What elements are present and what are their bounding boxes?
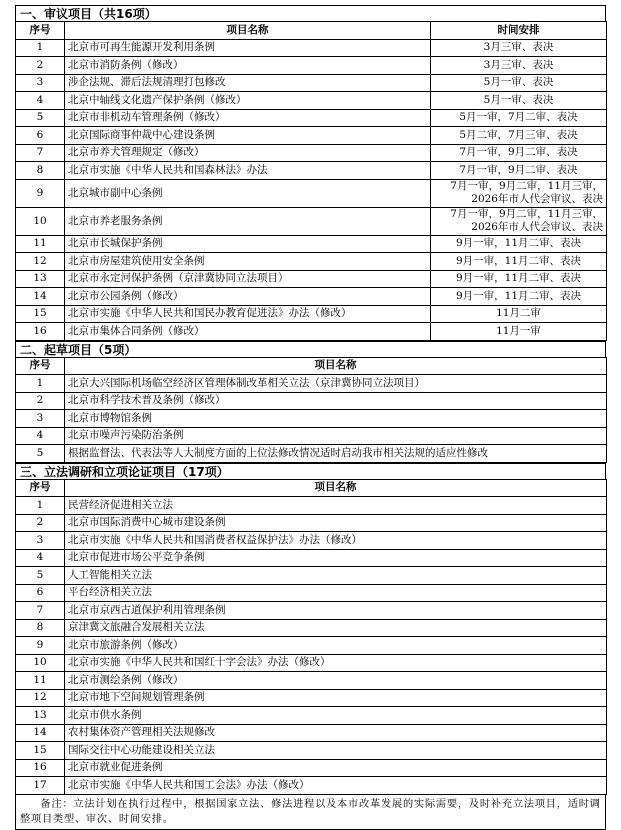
section-header-review: 一、审议项目（共16项） [15,5,606,21]
table-header-row [16,357,607,375]
row-number: 14 [16,288,65,306]
drafting-projects-body [16,375,607,463]
project-name: 北京市实施《中华人民共和国消费者权益保护法》办法（修改） [65,532,607,550]
table-row [16,57,607,75]
row-number: 10 [16,654,65,672]
row-number: 12 [16,253,65,271]
table-row [16,724,607,742]
project-name: 北京市实施《中华人民共和国民办教育促进法》办法（修改） [65,305,431,323]
schedule: 5月二审，7月三审、表决 [431,127,607,145]
table-row [16,637,607,655]
table-row [16,253,607,271]
table-row [16,410,607,428]
table-row [16,602,607,620]
table-row [16,427,607,445]
row-number: 2 [16,392,65,410]
table-row [16,179,607,207]
project-name: 北京市实施《中华人民共和国工会法》办法（修改） [65,777,607,795]
column-header-name: 项目名称 [65,22,431,40]
schedule: 7月一审，9月二审、表决 [431,144,607,162]
project-name: 北京市旅游条例（修改） [65,637,607,655]
table-row [16,445,607,463]
table-row [16,549,607,567]
project-name: 北京市永定河保护条例（京津冀协同立法项目） [65,270,431,288]
table-row [16,707,607,725]
row-number: 12 [16,689,65,707]
row-number: 11 [16,235,65,253]
table-row [16,235,607,253]
table-row [16,109,607,127]
project-name: 北京国际商事仲裁中心建设条例 [65,127,431,145]
table-row [16,305,607,323]
row-number: 7 [16,144,65,162]
schedule: 7月一审，9月二审、表决 [431,162,607,180]
review-projects-table [15,21,607,341]
project-name: 北京市非机动车管理条例（修改） [65,109,431,127]
row-number: 4 [16,549,65,567]
table-row [16,323,607,341]
schedule: 5月一审、表决 [431,74,607,92]
project-name: 北京市促进市场公平竞争条例 [65,549,607,567]
table-row [16,392,607,410]
schedule: 5月一审、表决 [431,92,607,110]
table-row [16,144,607,162]
row-number: 16 [16,323,65,341]
research-projects-table [15,479,607,795]
project-name: 涉企法规、滞后法规清理打包修改 [65,74,431,92]
project-name: 农村集体资产管理相关法规修改 [65,724,607,742]
project-name: 北京市实施《中华人民共和国森林法》办法 [65,162,431,180]
review-projects-body [16,39,607,340]
row-number: 15 [16,305,65,323]
project-name: 北京市长城保护条例 [65,235,431,253]
row-number: 2 [16,514,65,532]
column-header-time: 时间安排 [431,22,607,40]
schedule: 3月三审、表决 [431,39,607,57]
table-row [16,584,607,602]
row-number: 8 [16,619,65,637]
project-name: 北京市房屋建筑使用安全条例 [65,253,431,271]
project-name: 北京市集体合同条例（修改） [65,323,431,341]
schedule: 9月一审，11月二审、表决 [431,235,607,253]
row-number: 14 [16,724,65,742]
schedule-line: 7月一审，9月二审，11月三审， [450,208,603,220]
table-header-row [16,22,607,40]
row-number: 9 [16,179,65,207]
project-name: 北京市噪声污染防治条例 [65,427,607,445]
row-number: 5 [16,109,65,127]
table-row [16,288,607,306]
section-header-drafting: 二、起草项目（5项） [15,341,606,357]
row-number: 13 [16,270,65,288]
table-row [16,759,607,777]
table-row [16,777,607,795]
schedule: 3月三审、表决 [431,57,607,75]
drafting-projects-table [15,357,607,463]
table-row [16,127,607,145]
row-number: 17 [16,777,65,795]
table-row [16,207,607,235]
column-header-no: 序号 [16,479,65,497]
row-number: 3 [16,532,65,550]
table-row [16,162,607,180]
row-number: 2 [16,57,65,75]
schedule: 9月一审，11月二审、表决 [431,288,607,306]
row-number: 6 [16,127,65,145]
table-row [16,74,607,92]
row-number: 6 [16,584,65,602]
table-row [16,742,607,760]
project-name: 京津冀文旅融合发展相关立法 [65,619,607,637]
table-row [16,270,607,288]
project-name: 北京中轴线文化遗产保护条例（修改） [65,92,431,110]
project-name: 北京市国际消费中心城市建设条例 [65,514,607,532]
row-number: 13 [16,707,65,725]
project-name: 北京城市副中心条例 [65,179,431,207]
table-row [16,375,607,393]
project-name: 北京市消防条例（修改） [65,57,431,75]
project-name: 北京市地下空间规划管理条例 [65,689,607,707]
project-name: 北京市测绘条例（修改） [65,672,607,690]
project-name: 平台经济相关立法 [65,584,607,602]
table-row [16,689,607,707]
project-name: 北京市养犬管理规定（修改） [65,144,431,162]
row-number: 15 [16,742,65,760]
section-header-research: 三、立法调研和立项论证项目（17项） [15,463,606,479]
table-row [16,514,607,532]
footnote: 备注：立法计划在执行过程中，根据国家立法、修法进程以及本市改革发展的实际需要，及时补充立法项目，适时调整项目类型、审次、时间安排。 [15,795,606,830]
column-header-name: 项目名称 [65,479,607,497]
table-row [16,654,607,672]
project-name: 北京市养老服务条例 [65,207,431,235]
schedule: 11月一审 [431,323,607,341]
table-row [16,619,607,637]
row-number: 7 [16,602,65,620]
table-row [16,39,607,57]
project-name: 国际交往中心功能建设相关立法 [65,742,607,760]
row-number: 9 [16,637,65,655]
table-header-row [16,479,607,497]
row-number: 4 [16,427,65,445]
row-number: 5 [16,567,65,585]
project-name: 北京市供水条例 [65,707,607,725]
row-number: 4 [16,92,65,110]
project-name: 人工智能相关立法 [65,567,607,585]
row-number: 5 [16,445,65,463]
row-number: 1 [16,375,65,393]
row-number: 11 [16,672,65,690]
table-row [16,92,607,110]
schedule-line: 2026年市人代会审议、表决 [471,193,603,205]
schedule: 5月一审，7月二审、表决 [431,109,607,127]
project-name: 民营经济促进相关立法 [65,497,607,515]
row-number: 10 [16,207,65,235]
table-row [16,567,607,585]
legislative-plan-document [15,5,606,830]
schedule [431,207,607,235]
row-number: 1 [16,497,65,515]
table-row [16,672,607,690]
table-row [16,532,607,550]
column-header-no: 序号 [16,22,65,40]
row-number: 3 [16,410,65,428]
schedule: 9月一审，11月二审、表决 [431,270,607,288]
column-header-name: 项目名称 [65,357,607,375]
project-name: 北京市实施《中华人民共和国红十字会法》办法（修改） [65,654,607,672]
schedule-line: 7月一审，9月二审，11月三审， [450,180,603,192]
research-projects-body [16,497,607,795]
row-number: 16 [16,759,65,777]
project-name: 北京市博物馆条例 [65,410,607,428]
schedule-line: 2026年市人代会审议、表决 [471,221,603,233]
project-name: 北京市京西古道保护利用管理条例 [65,602,607,620]
table-row [16,497,607,515]
project-name: 北京市公园条例（修改） [65,288,431,306]
row-number: 8 [16,162,65,180]
schedule [431,179,607,207]
schedule: 11月二审 [431,305,607,323]
row-number: 1 [16,39,65,57]
column-header-no: 序号 [16,357,65,375]
schedule: 9月一审，11月二审、表决 [431,253,607,271]
row-number: 3 [16,74,65,92]
project-name: 北京市可再生能源开发利用条例 [65,39,431,57]
project-name: 根据监督法、代表法等人大制度方面的上位法修改情况适时启动我市相关法规的适应性修改 [65,445,607,463]
project-name: 北京市科学技术普及条例（修改） [65,392,607,410]
project-name: 北京市就业促进条例 [65,759,607,777]
project-name: 北京大兴国际机场临空经济区管理体制改革相关立法（京津冀协同立法项目） [65,375,607,393]
